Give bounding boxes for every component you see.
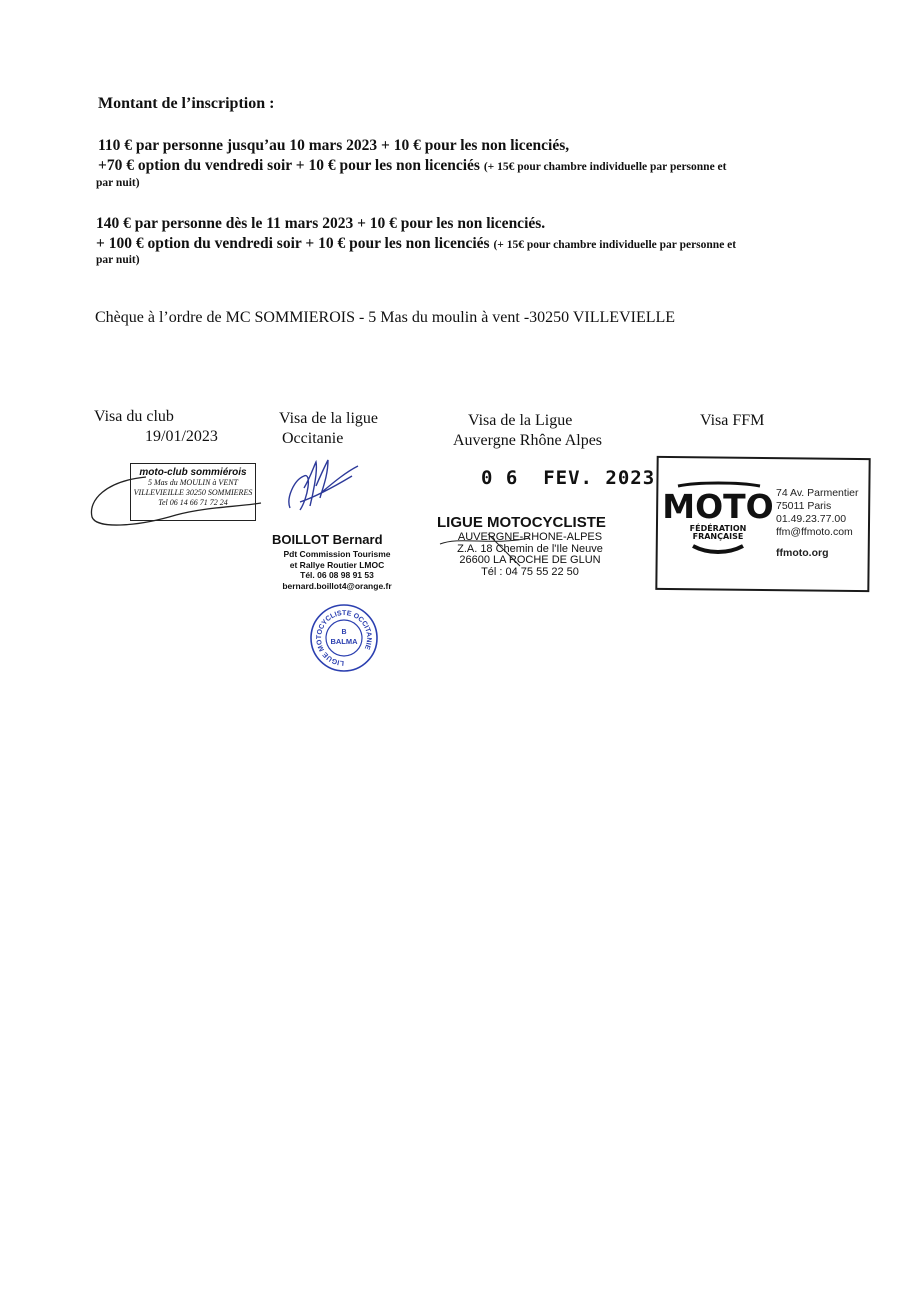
ffm-address-1: 74 Av. Parmentier <box>776 487 859 499</box>
aura-stamp-line-2: Z.A. 18 Chemin de l'Ile Neuve <box>457 542 603 555</box>
occitanie-seal-letter: B <box>341 629 347 636</box>
visa-club-date: 19/01/2023 <box>145 428 218 445</box>
visa-occitanie-label: Visa de la ligue <box>279 410 379 427</box>
ffm-email: ffm@ffmoto.com <box>776 526 853 538</box>
ffm-logo-text: MOTO <box>662 487 774 526</box>
club-stamp-line-1: 5 Mas du MOULIN à VENT <box>147 478 238 487</box>
ffm-address-2: 75011 Paris <box>776 500 832 512</box>
tariff-1-note: (+ 15€ pour chambre individuelle par personne et <box>483 161 727 173</box>
aura-date-stamp: 0 6 FEV. 2023 <box>481 467 656 489</box>
occitanie-stamp-line-3: Tél. 06 08 98 91 53 <box>300 570 374 580</box>
section-title: Montant de l’inscription : <box>98 95 275 112</box>
occitanie-signature <box>282 458 362 518</box>
ffm-stamp-info <box>776 487 859 560</box>
tariff-2-note: (+ 15€ pour chambre individuelle par personne et <box>493 239 737 251</box>
occitanie-stamp-line-2: et Rallye Routier LMOC <box>289 559 385 570</box>
tariff-2-line-2 <box>96 235 736 253</box>
ffm-logo <box>662 478 774 560</box>
visa-aura-label: Visa de la Ligue <box>468 412 573 429</box>
occitanie-stamp-details <box>274 549 400 591</box>
club-stamp <box>130 463 256 521</box>
visa-occitanie-sub: Occitanie <box>282 430 344 447</box>
aura-stamp-line-3: 26600 LA ROCHE DE GLUN <box>459 554 601 566</box>
tariff-1-option: +70 € option du vendredi soir + 10 € pour les non licenciés <box>98 157 480 174</box>
aura-stamp-line-4: Tél : 04 75 55 22 50 <box>481 565 579 578</box>
tariff-1-note-end: par nuit) <box>96 177 140 189</box>
tariff-2-option: + 100 € option du vendredi soir + 10 € pour les non licenciés <box>96 235 490 252</box>
aura-stamp-scribble <box>440 532 620 572</box>
tariff-2-note-end: par nuit) <box>96 254 140 266</box>
occitanie-stamp-name: BOILLOT Bernard <box>272 532 383 547</box>
visa-ffm-label: Visa FFM <box>700 412 765 429</box>
occitanie-seal <box>308 603 380 673</box>
ffm-logo-sub-1: FÉDÉRATION <box>689 524 747 533</box>
ffm-logo-sub-2: FRANÇAISE <box>692 532 744 541</box>
club-stamp-name: moto-club sommiérois <box>139 467 247 478</box>
visa-club-label: Visa du club <box>94 408 174 425</box>
tariff-1-line-2 <box>98 157 726 175</box>
ffm-phone: 01.49.23.77.00 <box>776 513 847 525</box>
visa-aura-sub: Auvergne Rhône Alpes <box>453 432 603 449</box>
ffm-website: ffmoto.org <box>776 547 829 559</box>
aura-stamp-line-1: AUVERGNE-RHONE-ALPES <box>457 531 603 543</box>
tariff-1-line-1: 110 € par personne jusqu’au 10 mars 2023 + 10 € pour les non licenciés, <box>98 137 570 154</box>
club-stamp-line-2: VILLEVIEILLE 30250 SOMMIERES <box>133 488 253 497</box>
cheque-instructions: Chèque à l’ordre de MC SOMMIEROIS - 5 Mas du moulin à vent -30250 VILLEVIELLE <box>95 309 676 326</box>
tariff-2-line-1: 140 € par personne dès le 11 mars 2023 + 10 € pour les non licenciés. <box>96 215 546 232</box>
occitanie-seal-center: BALMA <box>330 637 358 646</box>
occitanie-stamp-line-4: bernard.boillot4@orange.fr <box>282 580 392 591</box>
club-stamp-line-3: Tel 06 14 66 71 72 24 <box>158 498 228 507</box>
occitanie-stamp-line-1: Pdt Commission Tourisme <box>283 549 391 559</box>
aura-stamp-name: LIGUE MOTOCYCLISTE <box>437 514 606 531</box>
occitanie-seal-ring-text: LIGUE MOTOCYCLISTE OCCITANIE <box>315 609 373 667</box>
